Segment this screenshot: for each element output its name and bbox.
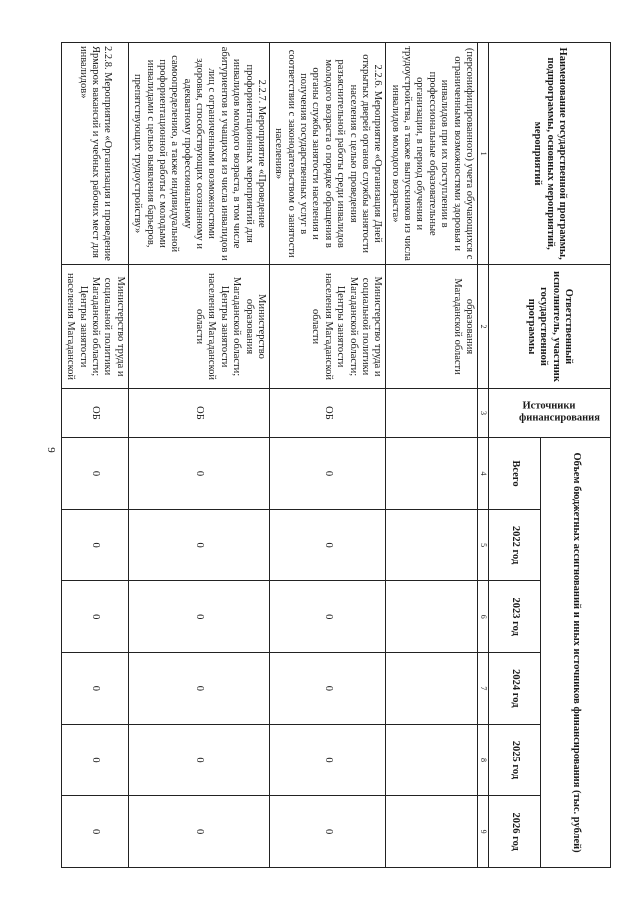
header-year-2025: 2025 год (489, 724, 541, 796)
page-number: 9 (45, 447, 57, 453)
header-funding-volume: Объем бюджетных ассигнований и иных источников финансирования (тыс. рублей) (541, 438, 611, 868)
header-total: Всего (489, 438, 541, 510)
row-value: 0 (128, 653, 269, 725)
row-value: 0 (62, 509, 129, 581)
row-value: 0 (62, 796, 129, 868)
row-value: 0 (128, 796, 269, 868)
row-value: 0 (62, 724, 129, 796)
row-value: 0 (270, 438, 386, 510)
row-executor: Министерство образования Магаданской области; Центры занятости населения Магаданской области (128, 265, 269, 388)
row-value: 0 (62, 581, 129, 653)
program-table-sheet (65, 42, 611, 868)
row-executor: Министерство труда и социальной политики Магаданской области; Центры занятости населения Магаданской области (270, 265, 386, 388)
row-value (386, 509, 478, 581)
row-value (386, 796, 478, 868)
row-value: 0 (270, 796, 386, 868)
col-index: 7 (478, 653, 489, 725)
col-index: 9 (478, 796, 489, 868)
row-value: 0 (270, 724, 386, 796)
table-row (128, 43, 269, 868)
row-name: 2.2.6. Мероприятие «Организация Дней открытых дверей органов службы занятости населения с целью проведения разъяснительной работы среди инвалидов молодого возраста о порядке обращения в органы службы занятости населения и получения государственных услуг в соответствии с законодательством о занятости населения» (270, 43, 386, 265)
row-value (386, 438, 478, 510)
table-row (62, 43, 129, 868)
program-table (61, 42, 611, 868)
header-executor: Ответственный исполнитель, участник государственной программы (489, 265, 611, 388)
row-executor: образования Магаданской области (386, 265, 478, 388)
col-index: 6 (478, 581, 489, 653)
row-value: 0 (128, 724, 269, 796)
row-source: ОБ (62, 388, 129, 437)
row-value (386, 724, 478, 796)
col-index: 2 (478, 265, 489, 388)
header-program-name: Наименование государственной программы, подпрограммы, основных мероприятий, мероприятий (489, 43, 611, 265)
row-value: 0 (128, 438, 269, 510)
row-value: 0 (62, 653, 129, 725)
row-value: 0 (270, 653, 386, 725)
row-name: 2.2.7. Мероприятие «Проведение профориентационных мероприятий для инвалидов молодого возраста, в том числе абитуриентов и учащихся из числа инвалидов и лиц с ограниченными возможностями здоровья, способствующих осознанному и адекватному профессиональному самоопределению, а также индивидуальной профориентационной работы с молодыми инвалидами с целью выявления барьеров, препятствующих трудоустройству» (128, 43, 269, 265)
row-executor: Министерство труда и социальной политики Магаданской области; Центры занятости населения Магаданской (62, 265, 129, 388)
row-source (386, 388, 478, 437)
row-value (386, 581, 478, 653)
row-value: 0 (270, 581, 386, 653)
table-row (270, 43, 386, 868)
row-name: 2.2.8. Мероприятие «Организация и проведение Ярмарок вакансий и учебных рабочих мест для инвалидов» (62, 43, 129, 265)
row-value: 0 (270, 509, 386, 581)
col-index: 1 (478, 43, 489, 265)
row-value: 0 (62, 438, 129, 510)
header-year-2022: 2022 год (489, 509, 541, 581)
header-year-2023: 2023 год (489, 581, 541, 653)
row-source: ОБ (128, 388, 269, 437)
col-index: 8 (478, 724, 489, 796)
row-value: 0 (128, 509, 269, 581)
col-index: 3 (478, 388, 489, 437)
col-index: 4 (478, 438, 489, 510)
col-index: 5 (478, 509, 489, 581)
row-name: (персонифицированного) учета обучающихся с ограниченными возможностями здоровья и инвалидов при их поступлении в профессиональные образовательные организации, в период обучения и трудоустройства, а также выпускников из числа инвалидов молодого возраста» (386, 43, 478, 265)
table-row (386, 43, 478, 868)
row-value (386, 653, 478, 725)
header-funding-source: Источники финансирования (489, 388, 611, 437)
row-value: 0 (128, 581, 269, 653)
header-year-2026: 2026 год (489, 796, 541, 868)
row-source: ОБ (270, 388, 386, 437)
header-year-2024: 2024 год (489, 653, 541, 725)
